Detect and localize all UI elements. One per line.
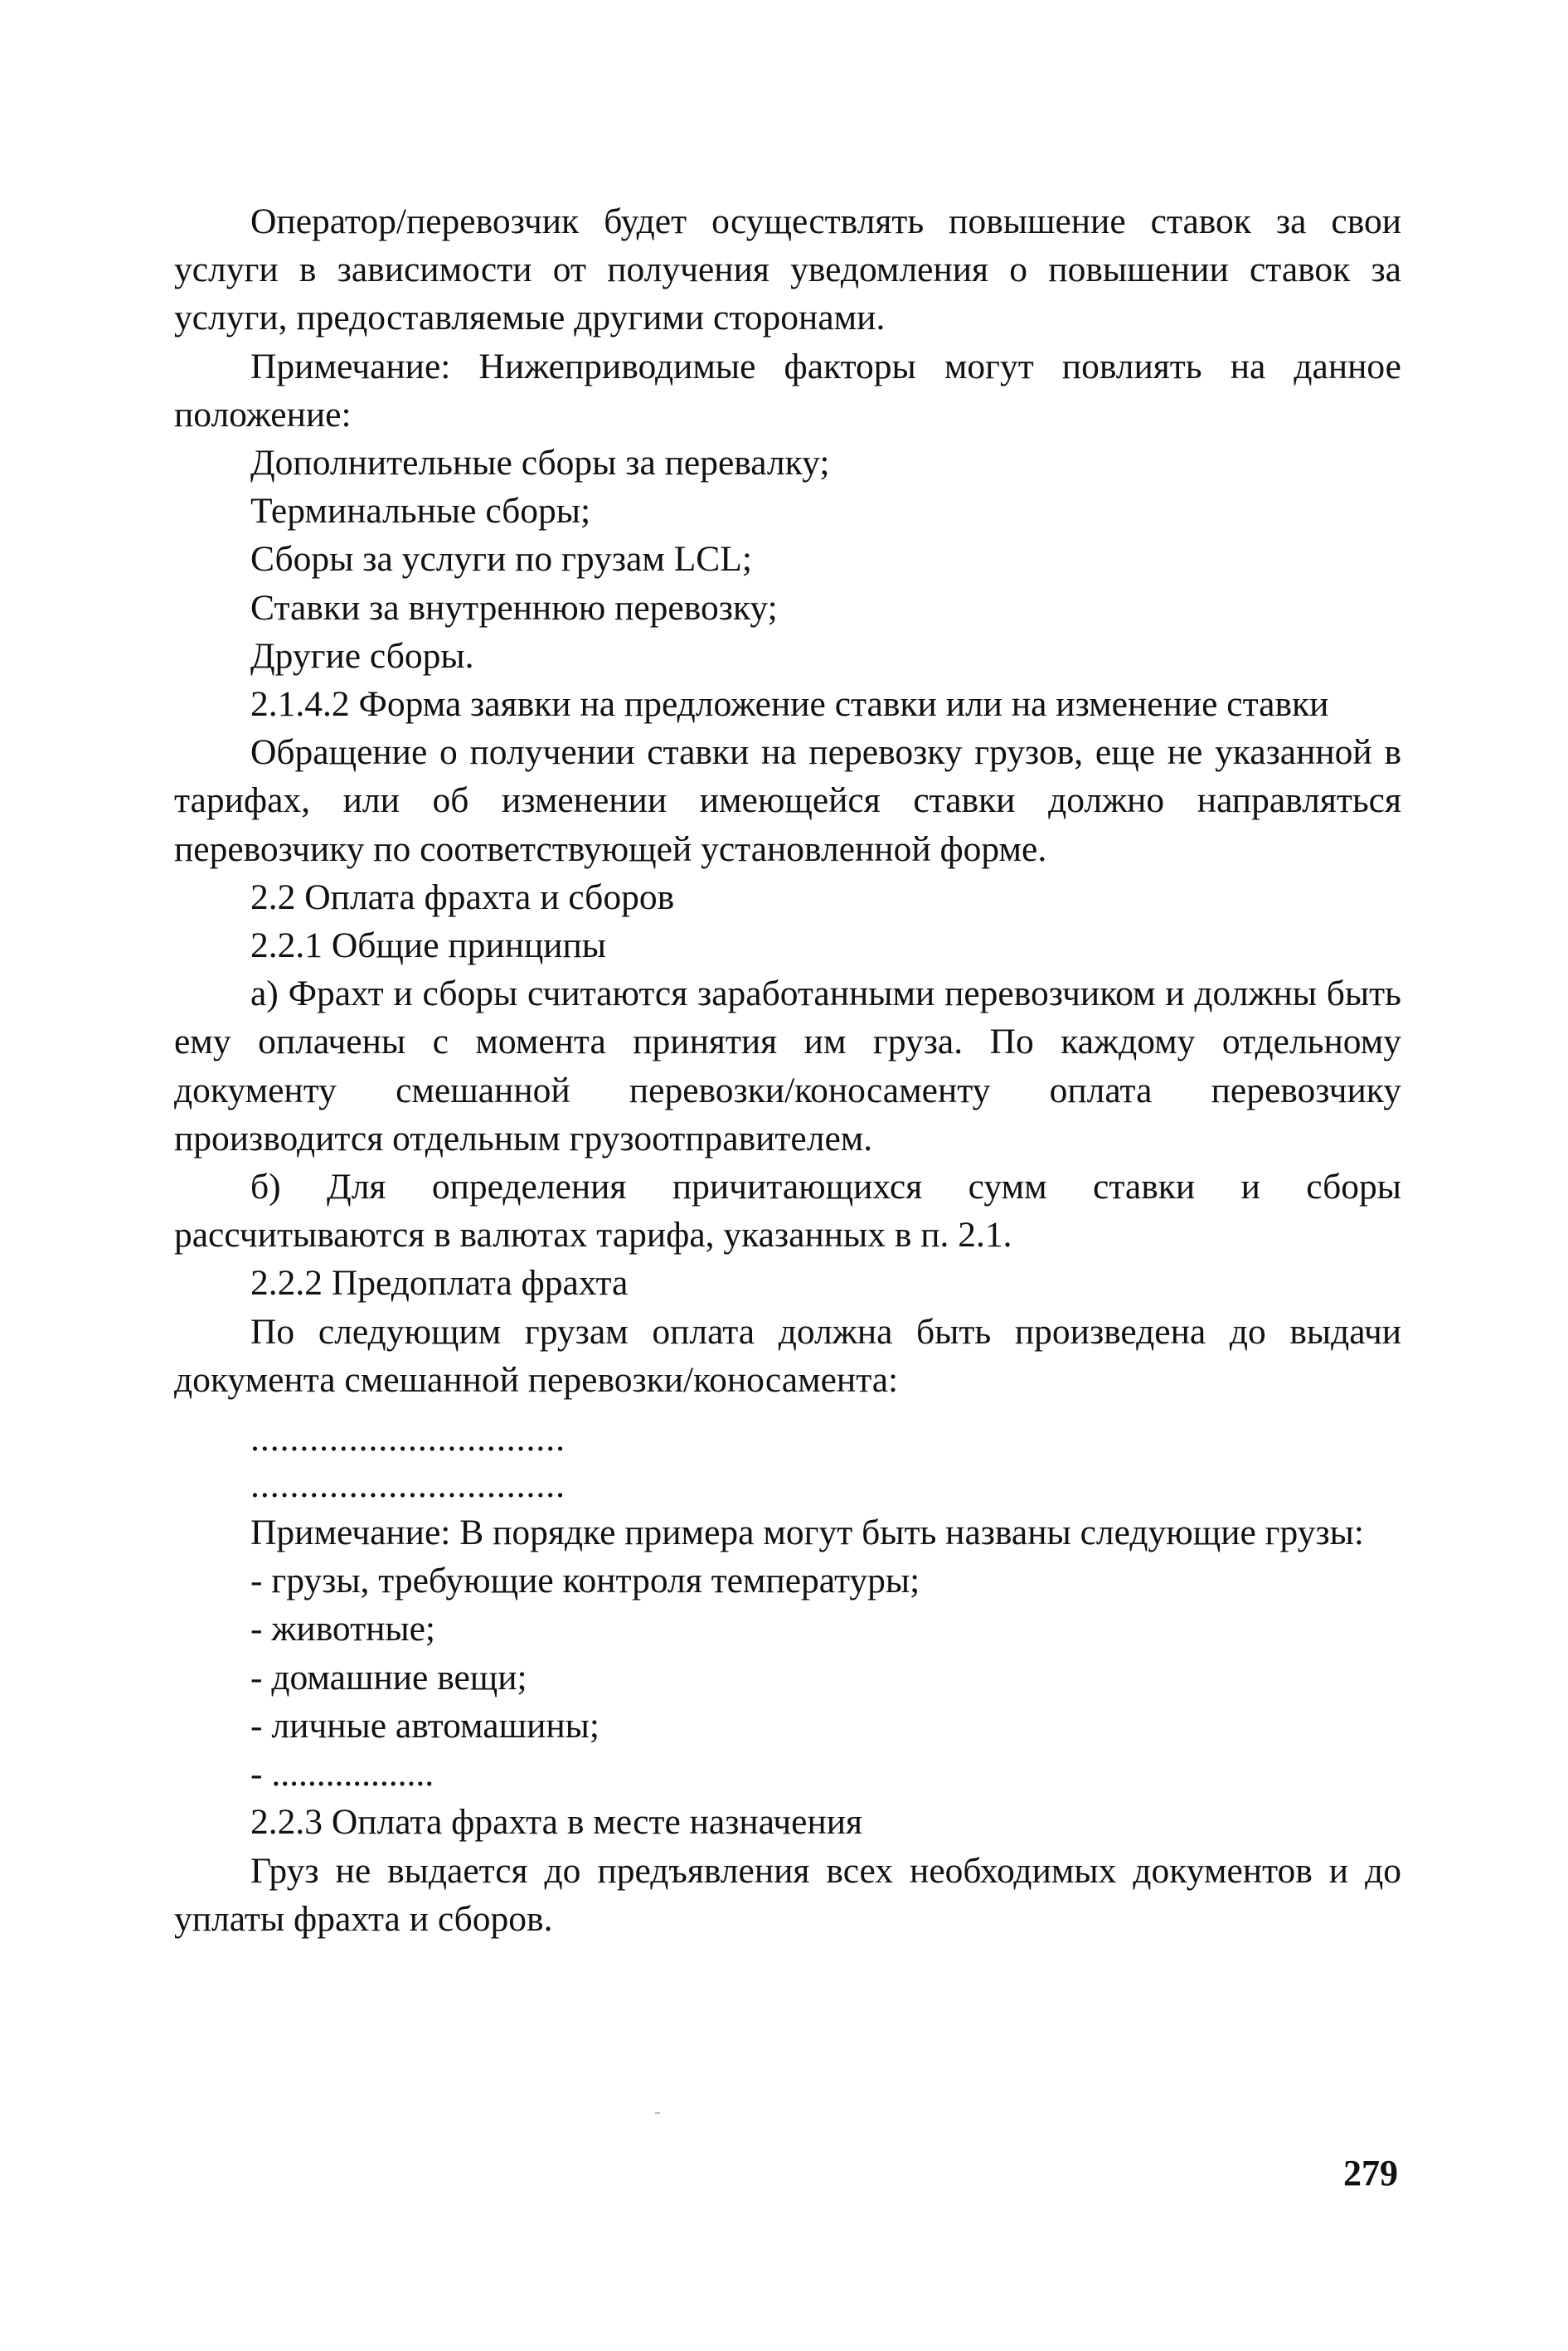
section-heading-2-2-1: 2.2.1 Общие принципы	[250, 925, 607, 966]
section-heading-2-2: 2.2 Оплата фрахта и сборов	[250, 877, 675, 917]
paragraph-rate-increase: Оператор/перевозчик будет осуществлять повышение ставок за свои услуги в зависимости от получения уведомления о повышении ставок за услуги, предоставляемые другими сторонами.	[174, 202, 1401, 338]
list-item: Дополнительные сборы за перевалку;	[250, 443, 830, 483]
paragraph-rate-request: Обращение о получении ставки на перевозку грузов, еще не указанной в тарифах, или об изменении имеющейся ставки должно направляться перевозчику по соответствующей установленной форме.	[174, 732, 1401, 869]
spacer	[174, 1404, 1401, 1416]
placeholder-dots: ................................	[250, 1419, 566, 1460]
paragraph-note-factors: Примечание: Нижеприводимые факторы могут повлиять на данное положение:	[174, 346, 1401, 435]
section-heading-2-1-4-2: 2.1.4.2 Форма заявки на предложение ставки или на изменение ставки	[250, 684, 1329, 725]
section-heading-2-2-2: 2.2.2 Предоплата фрахта	[250, 1263, 629, 1304]
paragraph-cargo-release: Груз не выдается до предъявления всех необходимых документов и до уплаты фрахта и сборов.	[174, 1850, 1401, 1939]
list-item: Другие сборы.	[250, 635, 474, 676]
scan-mark	[655, 2112, 660, 2114]
list-item: Ставки за внутреннюю перевозку;	[250, 587, 778, 628]
list-item: - ..................	[250, 1754, 434, 1795]
list-item: - личные автомашины;	[250, 1705, 600, 1746]
list-item: - животные;	[250, 1609, 436, 1649]
page-number: 279	[1343, 2153, 1398, 2193]
section-heading-2-2-3: 2.2.3 Оплата фрахта в месте назначения	[250, 1802, 863, 1843]
list-item: Терминальные сборы;	[250, 491, 591, 532]
paragraph-note-example: Примечание: В порядке примера могут быть названы следующие грузы:	[250, 1513, 1364, 1553]
page-body	[174, 197, 1401, 1943]
paragraph-freight-earned: а) Фрахт и сборы считаются заработанными перевозчиком и должны быть ему оплачены с момента принятия им груза. По каждому отдельному документу смешанной перевозки/коносаменту оплата перевозчику производится отдельным грузоотправителем.	[174, 974, 1401, 1158]
placeholder-dots: ................................	[250, 1465, 566, 1506]
paragraph-prepaid-cargo: По следующим грузам оплата должна быть произведена до выдачи документа смешанной перевозки/коносамента:	[174, 1311, 1401, 1400]
list-item: - грузы, требующие контроля температуры;	[250, 1561, 920, 1601]
list-item: - домашние вещи;	[250, 1657, 527, 1698]
list-item: Сборы за услуги по грузам LCL;	[250, 539, 752, 580]
paragraph-currency-calculation: б) Для определения причитающихся сумм ставки и сборы рассчитываются в валютах тарифа, указанных в п. 2.1.	[174, 1167, 1401, 1256]
